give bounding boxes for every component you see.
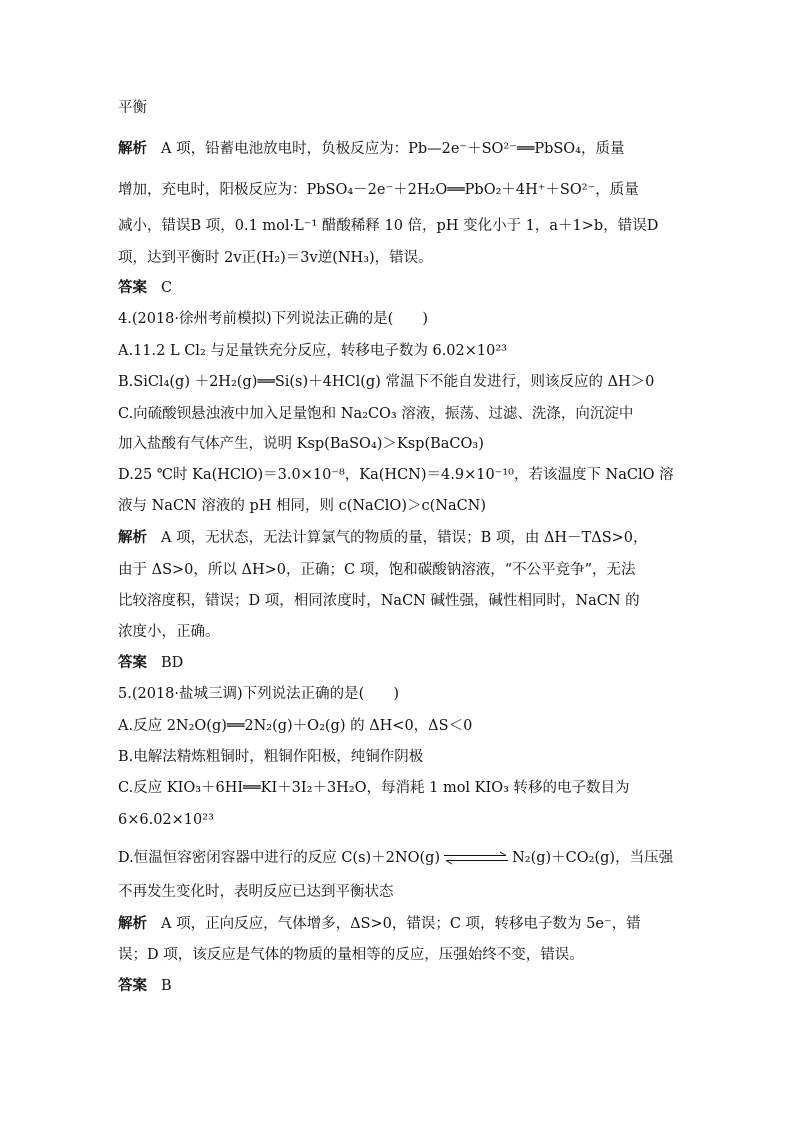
q4-explanation-text-1: A 项，无状态，无法计算氯气的物质的量，错误；B 项，由 ΔH－TΔS>0， (161, 530, 648, 546)
q4-explanation-line-3: 比较溶度积，错误；D 项，相同浓度时，NaCN 碱性强，碱性相同时，NaCN 的 (118, 593, 640, 609)
q4-option-d-line-1: D.25 ℃时 Ka(HClO)＝3.0×10⁻⁸，Ka(HCN)＝4.9×10⁻¹⁰，若该温度下 NaClO 溶 (118, 467, 674, 483)
q4-option-d-line-2: 液与 NaCN 溶液的 pH 相同，则 c(NaClO)＞c(NaCN) (118, 498, 487, 514)
q5-explanation-text-1: A 项，正向反应，气体增多，ΔS>0，错误；C 项，转移电子数为 5e⁻，错 (161, 916, 641, 932)
q4-option-c-line-2: 加入盐酸有气体产生，说明 Ksp(BaSO₄)＞Ksp(BaCO₃) (118, 436, 484, 452)
q5-explanation-line-2: 误；D 项，该反应是气体的物质的量相等的反应，压强始终不变，错误。 (118, 947, 584, 963)
explanation-label: 解析 (118, 915, 147, 932)
q5-option-c-line-2: 6×6.02×10²³ (118, 812, 214, 828)
prev-answer (118, 278, 172, 298)
prev-explanation-text-1: A 项，铅蓄电池放电时，负极反应为：Pb—2e⁻＋SO²⁻══PbSO₄，质量 (161, 141, 625, 157)
explanation-label: 解析 (118, 140, 147, 157)
answer-label: 答案 (118, 279, 147, 296)
equilibrium-arrow-icon (442, 851, 510, 865)
q4-stem: 4.(2018·徐州考前模拟)下列说法正确的是( ) (118, 311, 428, 327)
q5-option-d-text-pre: D.恒温恒容密闭容器中进行的反应 C(s)＋2NO(g) (118, 850, 441, 866)
prev-line-top: 平衡 (118, 100, 147, 116)
answer-value: B (161, 978, 172, 994)
prev-explanation-line-4: 项，达到平衡时 2v正(H₂)＝3v逆(NH₃)，错误。 (118, 250, 433, 266)
q4-option-c-line-1: C.向硫酸钡悬浊液中加入足量饱和 Na₂CO₃ 溶液，振荡、过滤、洗涤，向沉淀中 (118, 406, 634, 422)
q5-option-d-line-1 (118, 848, 673, 868)
explanation-label: 解析 (118, 529, 147, 546)
q5-option-d-text-post: N₂(g)＋CO₂(g)，当压强 (512, 850, 674, 866)
q4-option-a: A.11.2 L Cl₂ 与足量铁充分反应，转移电子数为 6.02×10²³ (118, 343, 507, 359)
q5-option-b: B.电解法精炼粗铜时，粗铜作阳极，纯铜作阴极 (118, 749, 424, 765)
q4-option-b: B.SiCl₄(g) ＋2H₂(g)══Si(s)＋4HCl(g) 常温下不能自发进行，则该反应的 ΔH＞0 (118, 374, 655, 390)
answer-value: BD (161, 655, 184, 671)
q5-explanation-line-1 (118, 914, 641, 934)
q5-option-d-line-2: 不再发生变化时，表明反应已达到平衡状态 (118, 884, 394, 900)
prev-explanation-line-1 (118, 139, 625, 159)
q5-answer (118, 976, 172, 996)
q4-explanation-line-2: 由于 ΔS>0，所以 ΔH>0，正确；C 项，饱和碳酸钠溶液，“不公平竞争”，无法 (118, 562, 636, 578)
answer-label: 答案 (118, 654, 147, 671)
answer-value: C (161, 280, 173, 296)
answer-label: 答案 (118, 977, 147, 994)
q5-option-c-line-1: C.反应 KIO₃＋6HI══KI＋3I₂＋3H₂O，每消耗 1 mol KIO₃ 转移的电子数目为 (118, 780, 630, 796)
q4-answer (118, 653, 183, 673)
q5-option-a: A.反应 2N₂O(g)══2N₂(g)＋O₂(g) 的 ΔH<0，ΔS＜0 (118, 718, 473, 734)
prev-explanation-line-2: 增加，充电时，阳极反应为：PbSO₄－2e⁻＋2H₂O══PbO₂＋4H⁺＋SO²⁻，质量 (118, 182, 639, 198)
prev-explanation-line-3: 减小，错误B 项，0.1 mol·L⁻¹ 醋酸稀释 10 倍，pH 变化小于 1，a＋1>b，错误D (118, 218, 659, 234)
q5-stem: 5.(2018·盐城三调)下列说法正确的是( ) (118, 686, 399, 702)
q4-explanation-line-1 (118, 528, 648, 548)
q4-explanation-line-4: 浓度小，正确。 (118, 624, 220, 640)
